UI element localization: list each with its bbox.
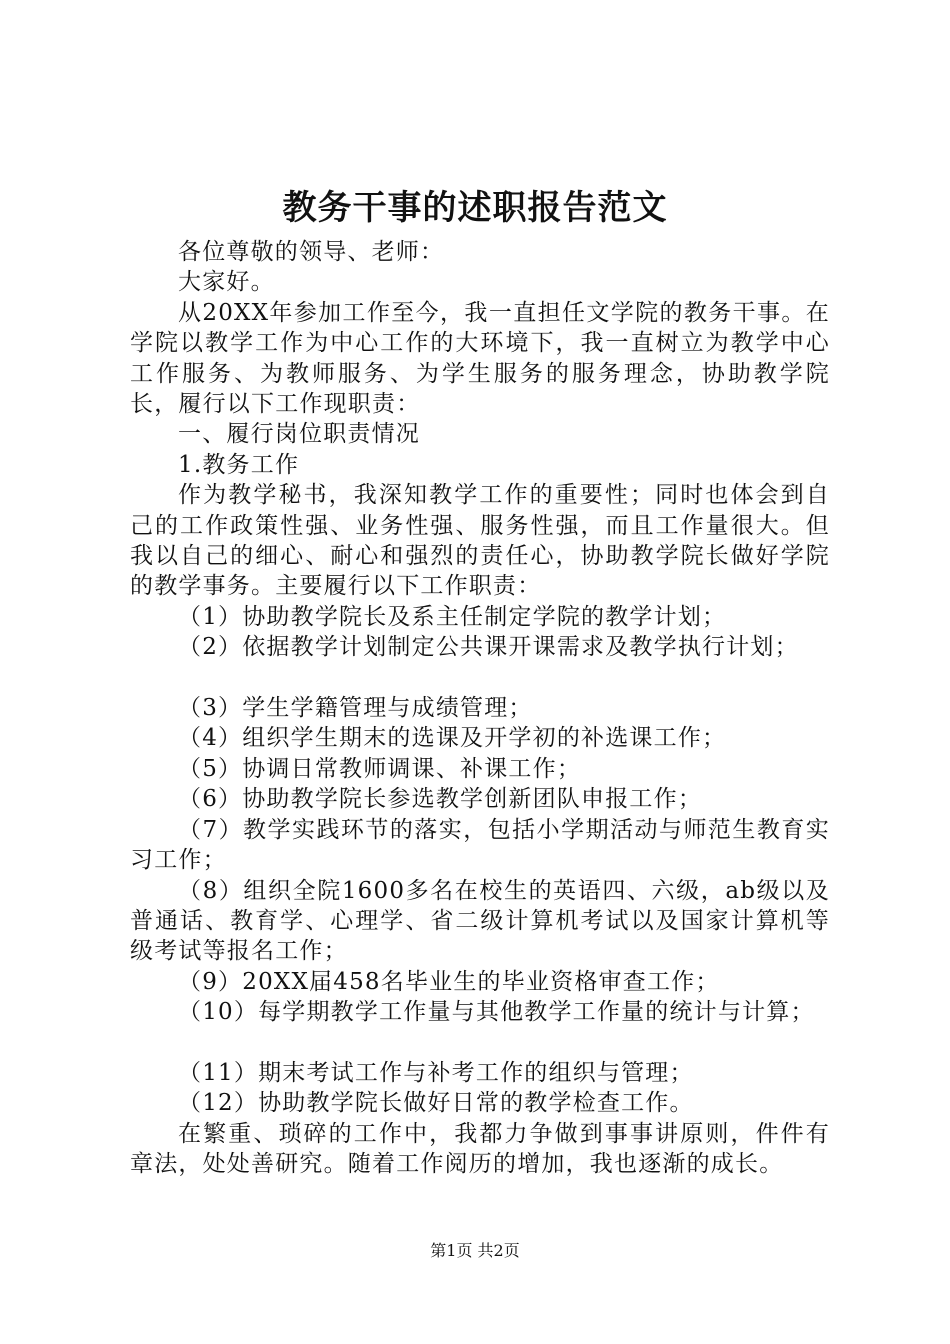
document-title: 教务干事的述职报告范文 <box>282 188 668 228</box>
duty-item: （8）组织全院1600多名在校生的英语四、六级，ab级以及普通话、教育学、心理学、省二级计算机考试以及国家计算机等级考试等报名工作； <box>130 877 830 965</box>
duty-item: （12）协助教学院长做好日常的教学检查工作。 <box>178 1090 694 1117</box>
duty-item: （2）依据教学计划制定公共课开课需求及教学执行计划； <box>178 634 799 661</box>
duty-item: （7）教学实践环节的落实，包括小学期活动与师范生教育实习工作； <box>130 816 830 874</box>
duty-item: （1）协助教学院长及系主任制定学院的教学计划； <box>178 603 727 630</box>
closing-paragraph: 在繁重、琐碎的工作中，我都力争做到事事讲原则，件件有章法，处处善研究。随着工作阅历的增加，我也逐渐的成长。 <box>130 1120 830 1178</box>
duty-item: （3）学生学籍管理与成绩管理； <box>178 695 533 722</box>
document-body <box>130 237 830 1180</box>
duty-item: （5）协调日常教师调课、补课工作； <box>178 755 582 782</box>
blank-line <box>130 663 830 693</box>
page-number: 第1页 共2页 <box>430 1241 520 1260</box>
duty-item: （11）期末考试工作与补考工作的组织与管理； <box>178 1059 694 1086</box>
blank-line <box>130 1028 830 1058</box>
duty-item: （4）组织学生期末的选课及开学初的补选课工作； <box>178 725 727 752</box>
greeting: 大家好。 <box>178 269 275 296</box>
section-heading: 一、履行岗位职责情况 <box>178 421 420 448</box>
intro-paragraph: 从20XX年参加工作至今，我一直担任文学院的教务干事。在学院以教学工作为中心工作的大环境下，我一直树立为教学中心工作服务、为教师服务、为学生服务的服务理念，协助教学院长，履行以下工作现职责： <box>130 299 830 418</box>
salutation: 各位尊敬的领导、老师： <box>178 239 445 265</box>
subsection-heading: 1.教务工作 <box>178 451 300 478</box>
duty-item: （6）协助教学院长参选教学创新团队申报工作； <box>178 786 703 813</box>
duty-item: （10）每学期教学工作量与其他教学工作量的统计与计算； <box>178 999 815 1026</box>
duties-paragraph: 作为教学秘书，我深知教学工作的重要性；同时也体会到自己的工作政策性强、业务性强、服务性强，而且工作量很大。但我以自己的细心、耐心和强烈的责任心，协助教学院长做好学院的教学事务。主要履行以下工作职责： <box>130 482 830 600</box>
duty-item: （9）20XX届458名毕业生的毕业资格审查工作； <box>178 968 720 995</box>
